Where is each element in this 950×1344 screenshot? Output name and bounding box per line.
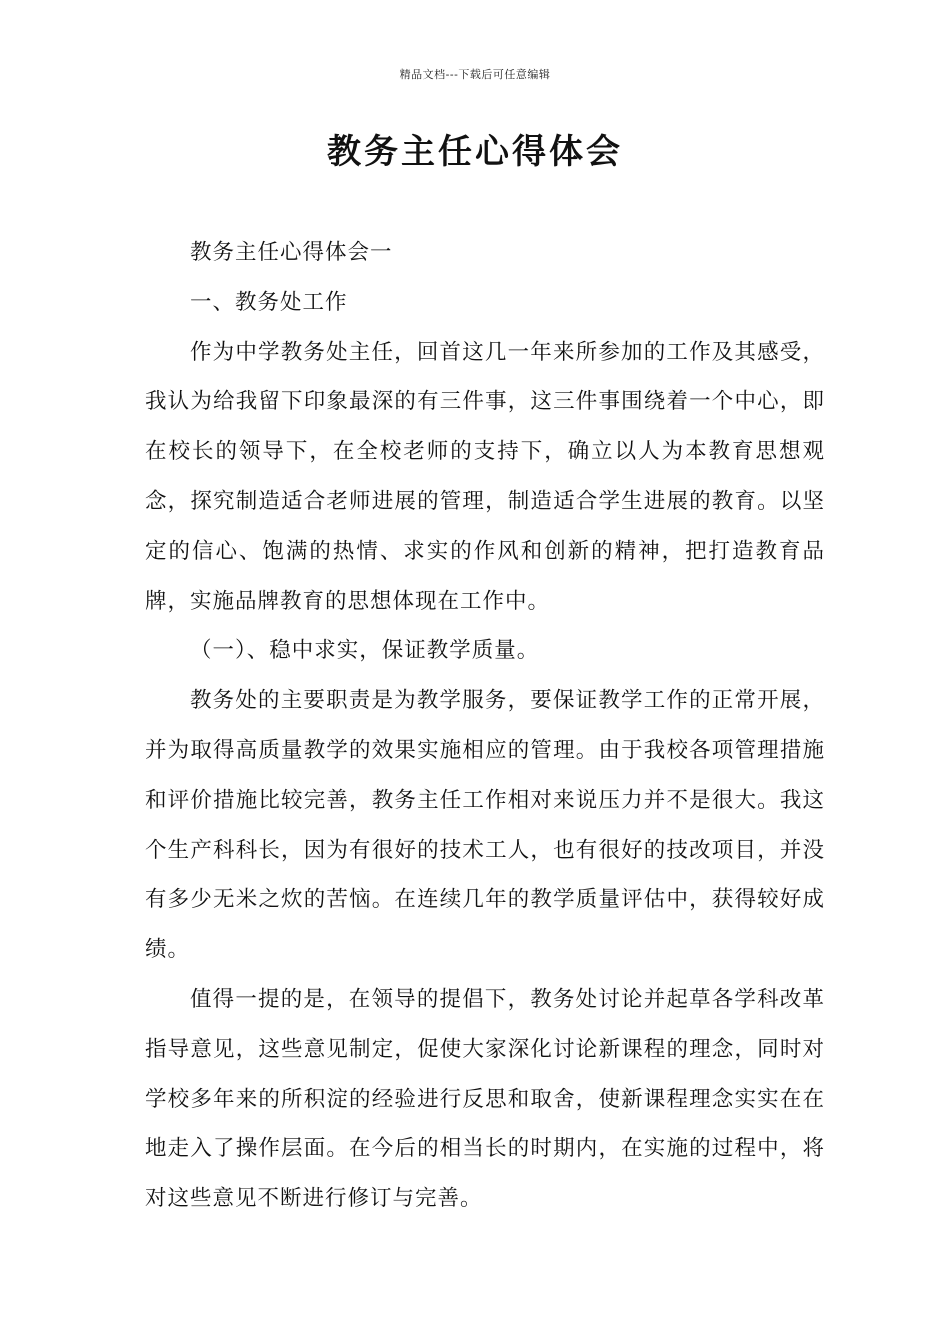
document-title: 教务主任心得体会 <box>327 132 623 172</box>
paragraph-body: 教务处的主要职责是为教学服务，要保证教学工作的正常开展，并为取得高质量教学的效果实施相应的管理。由于我校各项管理措施和评价措施比较完善，教务主任工作相对来说压力并不是很大。我这个生产科科长，因为有很好的技术工人，也有很好的技改项目，并没有多少无米之炊的苦恼。在连续几年的教学质量评估中，获得较好成绩。 <box>145 688 825 963</box>
header-note: 精品文档---下载后可任意编辑 <box>399 68 551 81</box>
paragraph-body: 值得一提的是，在领导的提倡下，教务处讨论并起草各学科改革指导意见，这些意见制定，促使大家深化讨论新课程的理念，同时对学校多年来的所积淀的经验进行反思和取舍，使新课程理念实实在在地走入了操作层面。在今后的相当长的时期内，在实施的过程中，将对这些意见不断进行修订与完善。 <box>145 986 825 1212</box>
document-body <box>145 228 825 1224</box>
paragraph-section-heading: 一、教务处工作 <box>190 289 348 315</box>
paragraph-subsection-heading: （一）、稳中求实，保证教学质量。 <box>190 638 540 664</box>
paragraph-subtitle: 教务主任心得体会一 <box>190 240 393 265</box>
paragraph-body: 作为中学教务处主任，回首这几一年来所参加的工作及其感受，我认为给我留下印象最深的有三件事，这三件事围绕着一个中心，即在校长的领导下，在全校老师的支持下，确立以人为本教育思想观念，探究制造适合老师进展的管理，制造适合学生进展的教育。以坚定的信心、饱满的热情、求实的作风和创新的精神，把打造教育品牌，实施品牌教育的思想体现在工作中。 <box>145 339 825 614</box>
